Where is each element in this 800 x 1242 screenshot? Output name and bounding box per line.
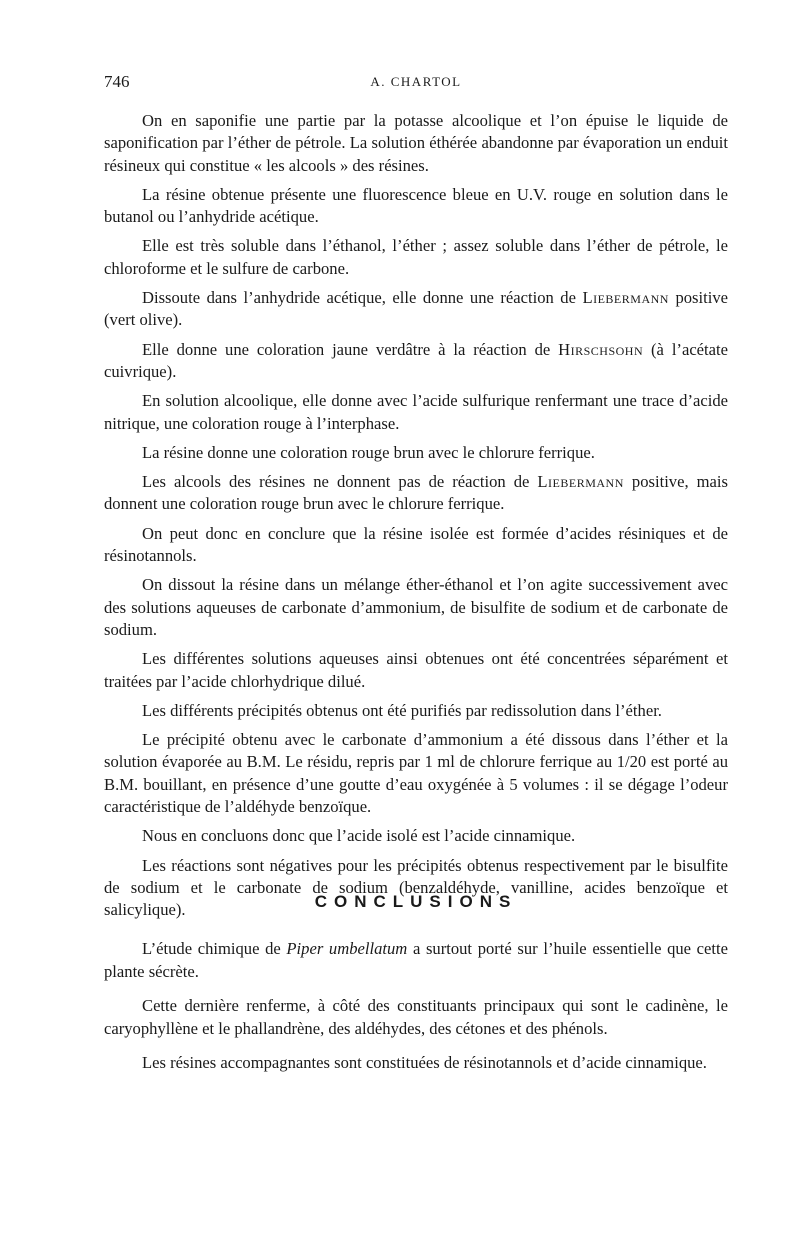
text-fragment: (à l’acétate cuivrique). — [104, 339, 728, 381]
author-name-hirschsohn: Hirschsohn — [558, 339, 644, 359]
paragraph-conclusion-constituents: Cette dernière renferme, à côté des constituants principaux qui sont le cadinène, le caryophyllène et le phallandrène, des aldéhydes, des cétones et des phénols. — [104, 996, 728, 1038]
paragraph-ammonium-precipitate: Le précipité obtenu avec le carbonate d’ammonium a été dissous dans l’éther et la solution évaporée au B.M. Le résidu, repris par 1 ml de chlorure ferrique au 1/20 est porté au B.M. bouillant, en présence d’une goutte d’eau oxygénée à 5 volumes : il se dégage l’odeur caractéristique de l’aldéhyde benzoïque. — [104, 730, 728, 817]
species-name: Piper umbellatum — [286, 939, 408, 958]
paragraph-hirschsohn-reaction — [104, 339, 728, 384]
paragraph-ferric-chloride: La résine donne une coloration rouge brun avec le chlorure ferrique. — [142, 442, 595, 462]
text-fragment: L’étude chimique de — [142, 939, 287, 958]
paragraph-negative-reactions: Les réactions sont négatives pour les précipités obtenus respectivement par le bisulfite de sodium et le carbonate de sodium (benzaldéhyde, vanilline, acides benzoïque et salicylique). — [104, 855, 728, 920]
paragraph-conclusion-resins: Les résines accompagnantes sont constituées de résinotannols et d’acide cinnamique. — [142, 1053, 707, 1072]
author-name-liebermann: Liebermann — [537, 472, 624, 492]
paragraph-aqueous-solutions: Les différentes solutions aqueuses ainsi obtenues ont été concentrées séparément et traitées par l’acide chlorhydrique dilué. — [104, 649, 728, 691]
running-head-author: A. CHARTOL — [370, 74, 462, 89]
paragraph-solubility: Elle est très soluble dans l’éthanol, l’éther ; assez soluble dans l’éther de pétrole, le chloroforme et le sulfure de carbone. — [104, 236, 728, 278]
text-fragment: positive, mais donnent une coloration rouge brun avec le chlorure ferrique. — [104, 472, 728, 514]
text-fragment: Dissoute dans l’anhydride acétique, elle donne une réaction de — [142, 288, 583, 308]
paragraph-conclusion-study — [104, 938, 728, 983]
text-fragment: positive (vert olive). — [104, 288, 728, 330]
text-fragment: a surtout porté sur l’huile essentielle que cette plante sécrète. — [104, 939, 728, 981]
page-header — [104, 72, 728, 94]
conclusions-text — [104, 938, 728, 1087]
paragraph-sulfuric-acid: En solution alcoolique, elle donne avec l’acide sulfurique renfermant une trace d’acide nitrique, une coloration rouge à l’interphase. — [104, 391, 728, 433]
paragraph-liebermann-reaction — [104, 287, 728, 332]
text-fragment: Les alcools des résines ne donnent pas de réaction de — [142, 472, 538, 492]
paragraph-precipitates: Les différents précipités obtenus ont été purifiés par redissolution dans l’éther. — [142, 700, 662, 720]
paragraph-cinnamic-acid: Nous en concluons donc que l’acide isolé est l’acide cinnamique. — [142, 826, 576, 846]
paragraph-resin-alcohols — [104, 471, 728, 516]
paragraph-conclusion-resin: On peut donc en conclure que la résine isolée est formée d’acides résiniques et de résinotannols. — [104, 523, 728, 566]
page-number: 746 — [104, 72, 130, 91]
paragraph-dissolution: On dissout la résine dans un mélange éther-éthanol et l’on agite successivement avec des solutions aqueuses de carbonate d’ammonium, de bisulfite de sodium et de carbonate de sodium. — [104, 575, 728, 639]
body-text — [104, 110, 728, 929]
paragraph-fluorescence: La résine obtenue présente une fluorescence bleue en U.V. rouge en solution dans le butanol ou l’anhydride acétique. — [104, 184, 728, 227]
author-name-liebermann: Liebermann — [582, 288, 669, 308]
section-title-conclusions: CONCLUSIONS — [314, 892, 518, 911]
text-fragment: Elle donne une coloration jaune verdâtre à la réaction de — [142, 339, 559, 359]
paragraph-saponification: On en saponifie une partie par la potasse alcoolique et l’on épuise le liquide de saponification par l’éther de pétrole. La solution éthérée abandonne par évaporation un enduit résineux qui constitue « les alcools » des résines. — [104, 111, 728, 175]
